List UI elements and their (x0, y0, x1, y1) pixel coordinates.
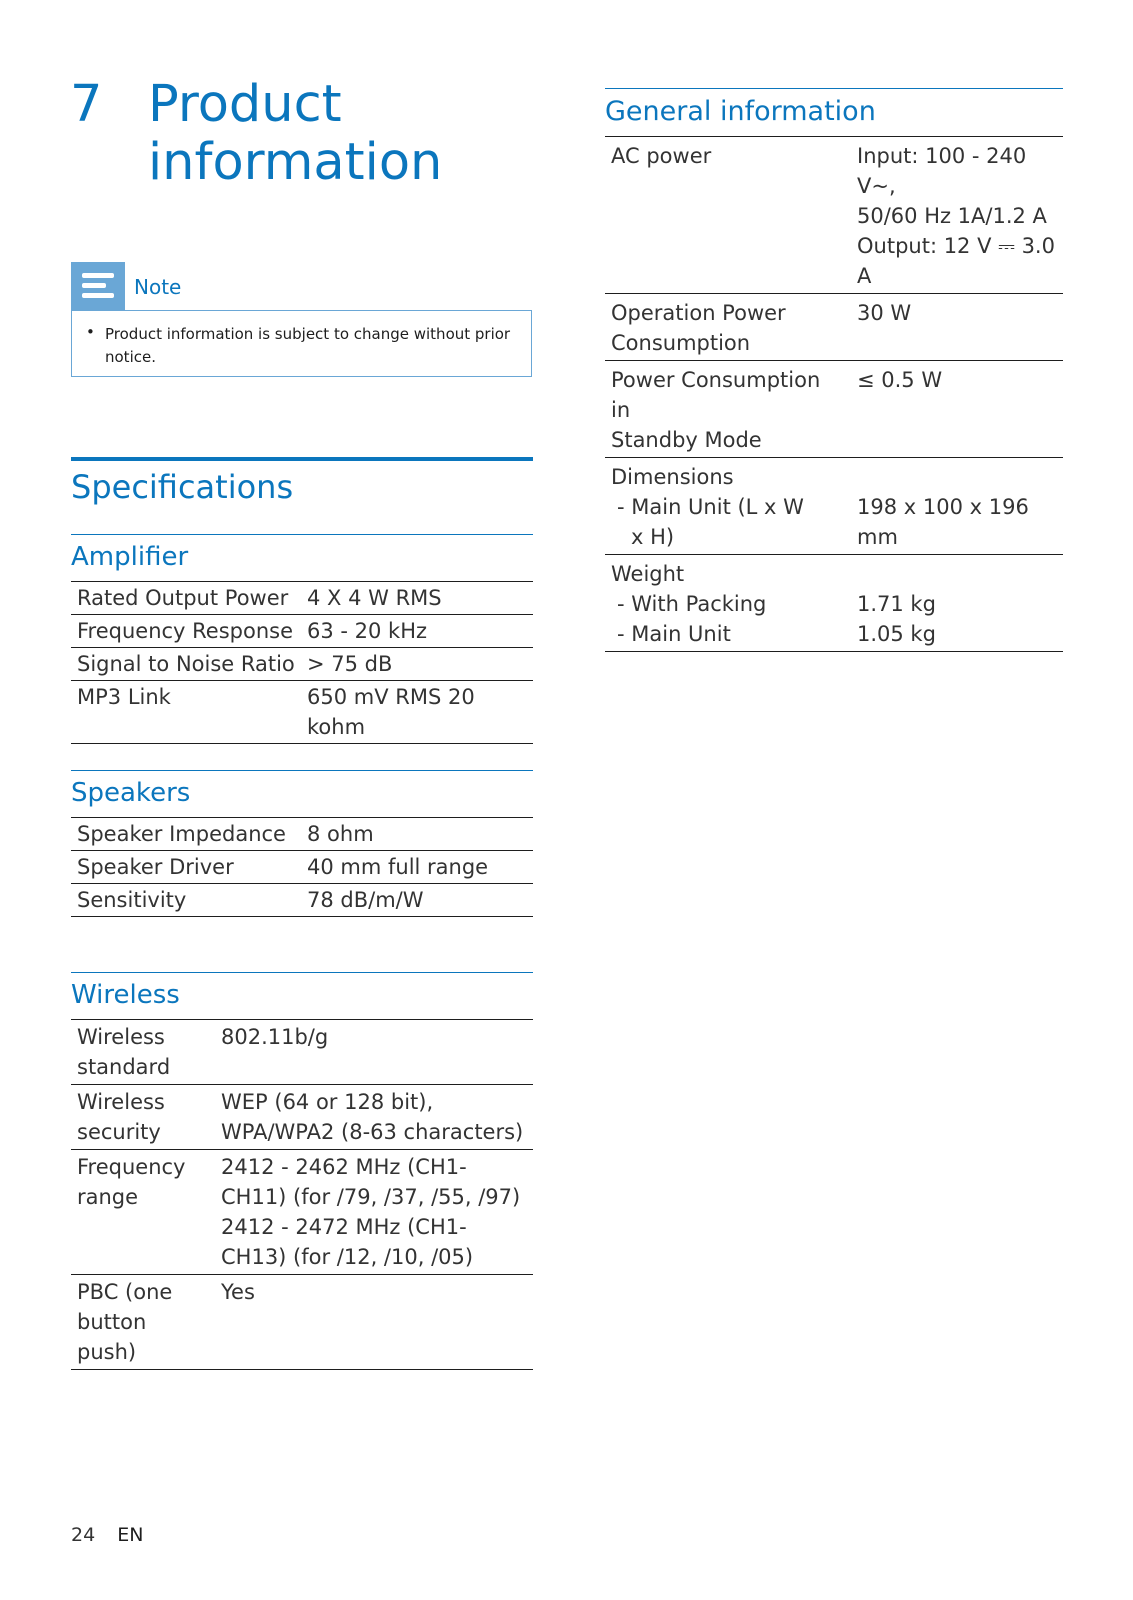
table-row (71, 1085, 533, 1150)
spec-label (605, 294, 851, 361)
page-footer (71, 1524, 143, 1546)
spec-label: AC power (611, 144, 712, 168)
spec-value (851, 458, 1063, 555)
table-row (71, 681, 533, 744)
spec-label: Speaker Impedance (77, 822, 286, 846)
spec-label: Signal to Noise Ratio (77, 652, 295, 676)
spec-label-line: Dimensions (611, 465, 734, 489)
spec-value-line: Yes (221, 1280, 255, 1304)
table-row (605, 458, 1063, 555)
spec-label-line: Consumption (611, 331, 751, 355)
note-bullet: • (86, 323, 95, 341)
general-information-table (605, 136, 1063, 652)
speakers-section (71, 770, 533, 917)
spec-value: 63 - 20 kHz (307, 619, 428, 643)
spec-value (215, 1020, 533, 1085)
spec-label-line: Wireless (77, 1025, 165, 1049)
table-row (71, 648, 533, 681)
specifications-divider (71, 457, 533, 461)
spec-label-line: Weight (611, 562, 685, 586)
spec-value: ≤ 0.5 W (857, 368, 943, 392)
spec-label-line: PBC (one (77, 1280, 173, 1304)
wireless-title: Wireless (71, 980, 180, 1010)
chapter-title-line-2: information (148, 133, 443, 192)
general-information-section (605, 88, 1063, 652)
spec-value-line: 802.11b/g (221, 1025, 329, 1049)
chapter-number: 7 (70, 75, 103, 134)
spec-value-line: CH13) (for /12, /10, /05) (221, 1245, 474, 1269)
spec-value-line: 50/60 Hz 1A/1.2 A (857, 204, 1047, 228)
spec-label (71, 1150, 215, 1275)
spec-label: Rated Output Power (77, 586, 289, 610)
table-row (71, 884, 533, 917)
spec-label-line: Frequency (77, 1155, 186, 1179)
spec-sub-label: x H) (631, 525, 675, 549)
spec-value-line: 198 x 100 x 196 mm (857, 495, 1029, 549)
spec-value-line: 1.05 kg (857, 622, 936, 646)
spec-value-line: 2412 - 2462 MHz (CH1- (221, 1155, 467, 1179)
table-row (71, 1020, 533, 1085)
spec-value-line: CH11) (for /79, /37, /55, /97) (221, 1185, 521, 1209)
table-row (71, 851, 533, 884)
spec-value: 650 mV RMS 20 kohm (307, 685, 475, 739)
spec-label: Speaker Driver (77, 855, 234, 879)
amplifier-title: Amplifier (71, 542, 189, 572)
spec-value-line: 2412 - 2472 MHz (CH1- (221, 1215, 467, 1239)
spec-sub-label: - With Packing (617, 592, 767, 616)
chapter-title (148, 76, 548, 192)
spec-value (215, 1150, 533, 1275)
spec-value (851, 555, 1063, 652)
page-number: 24 (71, 1524, 96, 1546)
spec-label (71, 1020, 215, 1085)
table-row (71, 1150, 533, 1275)
spec-value: 78 dB/m/W (307, 888, 424, 912)
spec-label (71, 1275, 215, 1370)
table-row (71, 615, 533, 648)
wireless-table (71, 1019, 533, 1370)
spec-label-line: range (77, 1185, 139, 1209)
table-row (71, 1275, 533, 1370)
spec-value: 30 W (857, 301, 912, 325)
spec-label (71, 1085, 215, 1150)
spec-value-line: Input: 100 - 240 V~, (857, 144, 1027, 198)
spec-label-line: Wireless (77, 1090, 165, 1114)
spec-sub-label: - Main Unit (617, 622, 731, 646)
speakers-title: Speakers (71, 778, 191, 808)
spec-value (851, 137, 1063, 294)
spec-label-line: button push) (77, 1310, 147, 1364)
amplifier-section (71, 534, 533, 744)
spec-value: > 75 dB (307, 652, 393, 676)
speakers-table (71, 817, 533, 917)
specifications-title: Specifications (71, 468, 294, 506)
spec-value (215, 1275, 533, 1370)
spec-sub-label: - Main Unit (L x W (617, 495, 804, 519)
spec-label (605, 361, 851, 458)
wireless-section (71, 972, 533, 1370)
spec-label-line: security (77, 1120, 161, 1144)
note-text: Product information is subject to change without prior notice. (105, 325, 511, 366)
spec-value: 4 X 4 W RMS (307, 586, 442, 610)
amplifier-table (71, 581, 533, 744)
table-row (605, 294, 1063, 361)
spec-label (605, 458, 851, 555)
spec-label-line: Power Consumption in (611, 368, 821, 422)
general-information-title: General information (605, 96, 876, 127)
table-row (605, 361, 1063, 458)
spec-label: Frequency Response (77, 619, 294, 643)
table-row (605, 137, 1063, 294)
note-label: Note (134, 275, 182, 299)
language-code: EN (117, 1524, 144, 1546)
spec-value-line: WEP (64 or 128 bit), (221, 1090, 434, 1114)
spec-value (215, 1085, 533, 1150)
spec-value: 8 ohm (307, 822, 374, 846)
note-box (71, 310, 532, 377)
spec-value: 40 mm full range (307, 855, 489, 879)
table-row (605, 555, 1063, 652)
spec-value-line: Output: 12 V ⎓ 3.0 A (857, 234, 1055, 288)
note-icon (71, 262, 125, 310)
table-row (71, 582, 533, 615)
spec-value-line: 1.71 kg (857, 592, 936, 616)
table-row (71, 818, 533, 851)
spec-label-line: standard (77, 1055, 171, 1079)
chapter-title-line-1: Product (148, 75, 342, 134)
spec-label-line: Operation Power (611, 301, 786, 325)
spec-label: MP3 Link (77, 685, 171, 709)
spec-label: Sensitivity (77, 888, 187, 912)
spec-value-line: WPA/WPA2 (8-63 characters) (221, 1120, 524, 1144)
spec-label-line: Standby Mode (611, 428, 762, 452)
spec-label (605, 555, 851, 652)
